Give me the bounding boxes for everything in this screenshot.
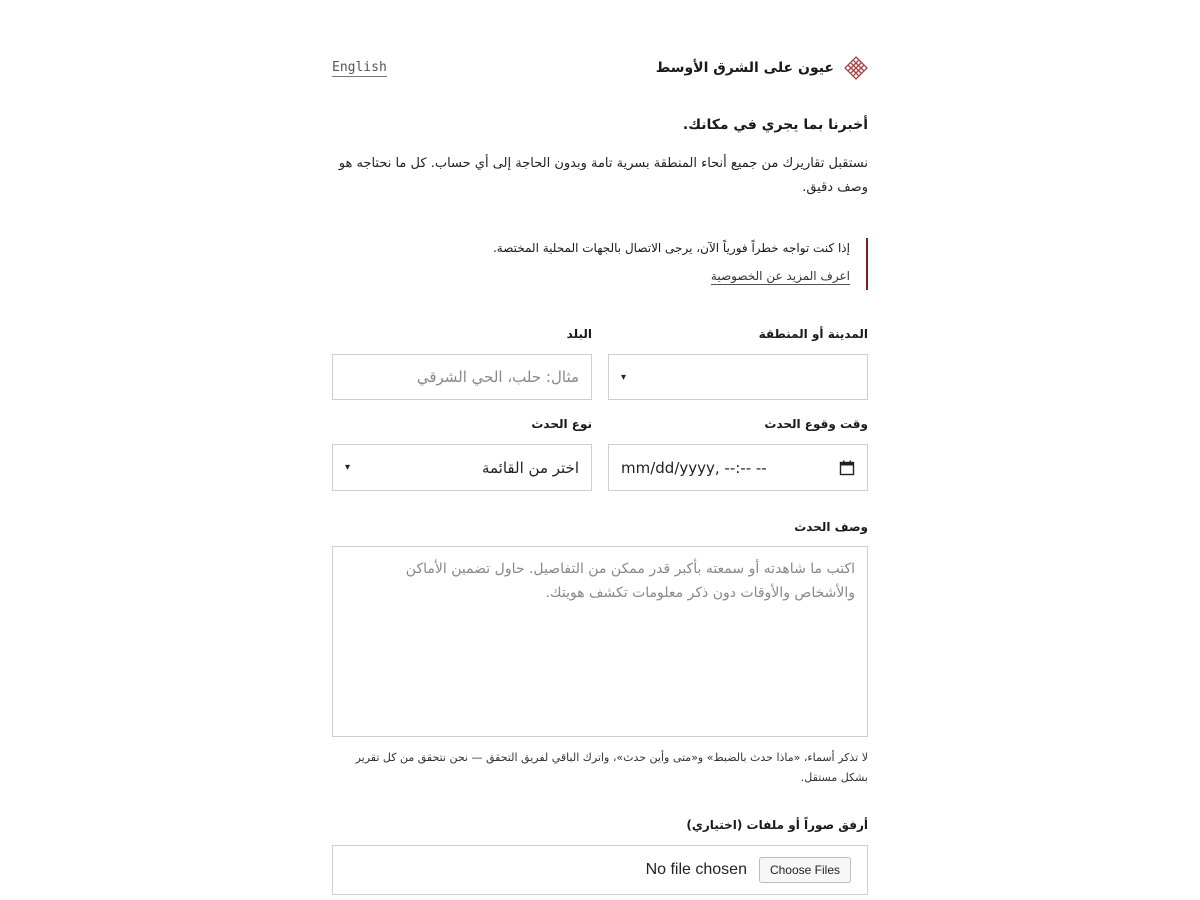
location-input[interactable]	[332, 354, 592, 400]
location-placeholder: مثال: حلب، الحي الشرقي	[416, 368, 579, 386]
helper-text: لا تذكر أسماء، «ماذا حدث بالضبط» و«متى وأين حدث»، واترك الباقي لفريق التحقق — نحن نتحقق من كل تقرير بشكل مستقل.	[355, 751, 868, 784]
category-value: اختر من القائمة	[481, 458, 579, 477]
diamond-lattice-icon	[844, 56, 868, 80]
intro-text: نستقبل تقاريرك من جميع أنحاء المنطقة بسرية تامة وبدون الحاجة إلى أي حساب. كل ما نحتاجه هو وصف دقيق.	[338, 156, 868, 195]
file-upload[interactable]	[332, 845, 868, 895]
datetime-value: mm/dd/yyyy, --:-- --	[621, 458, 767, 477]
notice-text: إذا كنت تواجه خطراً فورياً الآن، يرجى الاتصال بالجهات المحلية المختصة.	[492, 241, 850, 255]
brand-name: عيون على الشرق الأوسط	[655, 60, 834, 76]
details-label: وصف الحدث	[794, 520, 868, 534]
top-bar	[332, 56, 868, 82]
country-label: البلد	[566, 327, 592, 341]
location-label: المدينة أو المنطقة	[758, 327, 868, 341]
brand[interactable]	[656, 56, 868, 80]
language-switch-link[interactable]: English	[332, 60, 387, 75]
chevron-down-icon: ▾	[621, 371, 627, 383]
choose-files-button[interactable]: Choose Files	[759, 857, 851, 883]
calendar-icon[interactable]	[839, 460, 855, 476]
category-label: نوع الحدث	[531, 417, 592, 431]
country-select[interactable]	[608, 354, 868, 400]
page-headline: أخبرنا بما يجري في مكانك.	[682, 117, 868, 133]
datetime-input[interactable]	[608, 444, 868, 491]
file-status: No file chosen	[645, 861, 747, 878]
chevron-down-icon: ▾	[345, 462, 351, 473]
attachments-label: أرفق صوراً أو ملفات (اختياري)	[686, 818, 868, 832]
details-textarea[interactable]	[332, 546, 868, 737]
datetime-label: وقت وقوع الحدث	[764, 417, 868, 431]
safety-notice	[332, 238, 868, 290]
privacy-link[interactable]: اعرف المزيد عن الخصوصية	[710, 269, 850, 283]
category-select[interactable]	[332, 444, 592, 491]
